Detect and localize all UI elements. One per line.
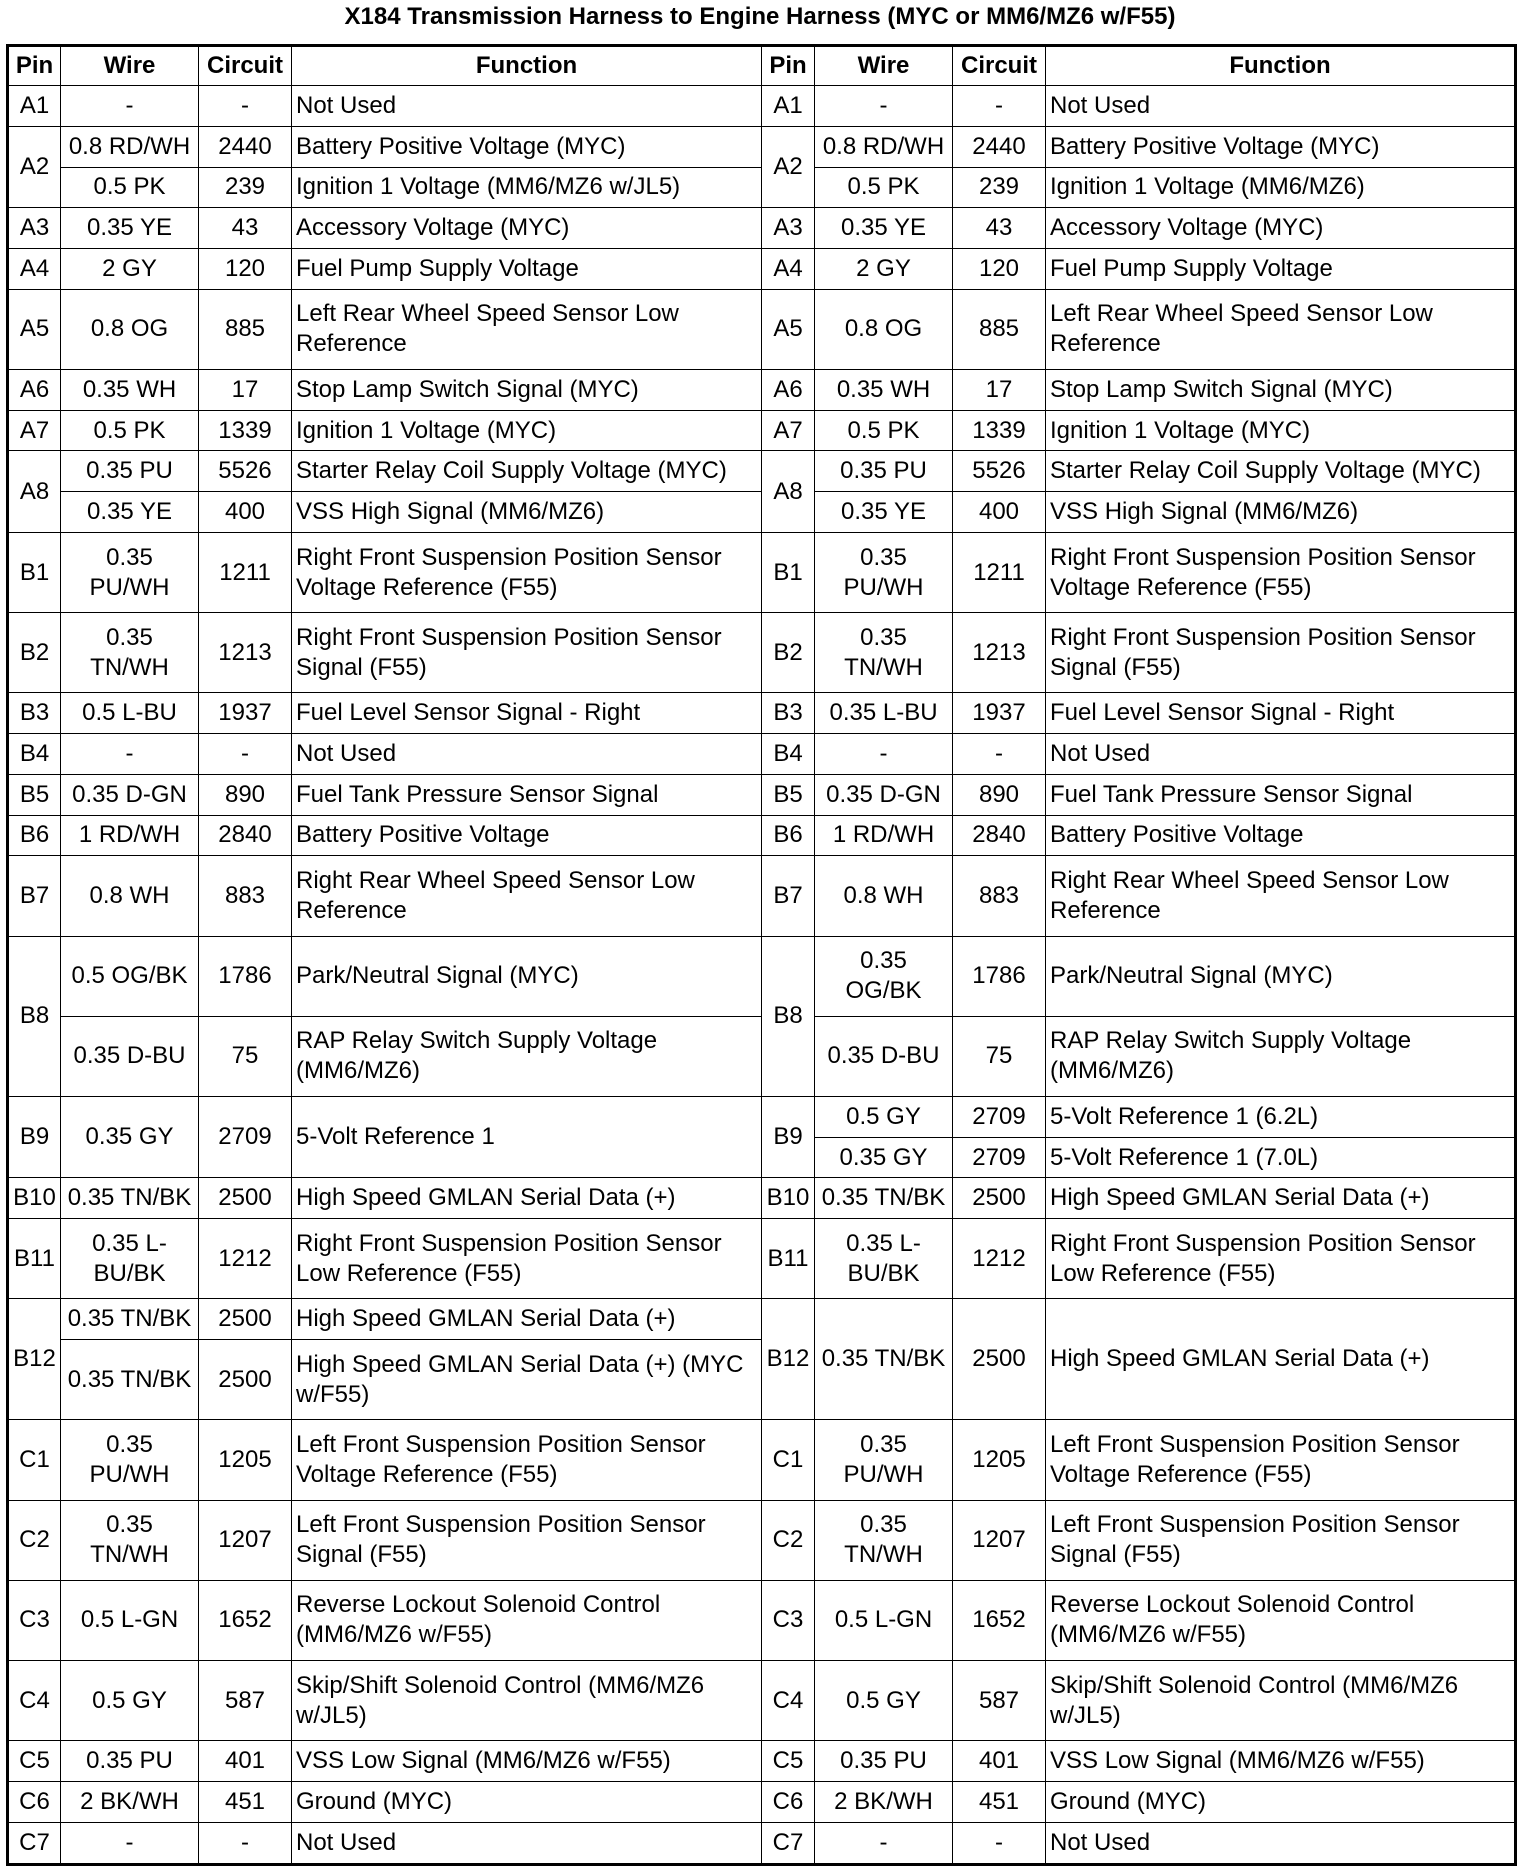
- circuit-cell: 451: [953, 1781, 1046, 1822]
- table-row: [8, 1822, 1516, 1864]
- pin-cell: C6: [762, 1781, 815, 1822]
- wire-cell: 0.35 TN/WH: [61, 613, 199, 693]
- circuit-cell: 17: [953, 369, 1046, 410]
- circuit-cell: 587: [953, 1660, 1046, 1740]
- pin-cell: C7: [8, 1822, 61, 1864]
- function-cell: Ignition 1 Voltage (MM6/MZ6): [1046, 167, 1516, 208]
- function-cell: Park/Neutral Signal (MYC): [292, 936, 762, 1016]
- pin-cell: B2: [8, 613, 61, 693]
- function-cell: Reverse Lockout Solenoid Control (MM6/MZ6 w/F55): [1046, 1580, 1516, 1660]
- circuit-cell: 1213: [953, 613, 1046, 693]
- circuit-cell: 587: [199, 1660, 292, 1740]
- function-cell: Reverse Lockout Solenoid Control (MM6/MZ6 w/F55): [292, 1580, 762, 1660]
- circuit-cell: -: [199, 734, 292, 775]
- pin-cell: B5: [762, 774, 815, 815]
- table-row: [8, 613, 1516, 693]
- wire-cell: 0.8 OG: [815, 289, 953, 369]
- circuit-cell: -: [953, 1822, 1046, 1864]
- page-title: X184 Transmission Harness to Engine Harness (MYC or MM6/MZ6 w/F55): [344, 3, 1176, 30]
- pin-cell: A2: [8, 126, 61, 208]
- wire-cell: 0.35 D-BU: [61, 1016, 199, 1096]
- pin-cell: C3: [8, 1580, 61, 1660]
- circuit-cell: 401: [199, 1741, 292, 1782]
- circuit-cell: 1652: [953, 1580, 1046, 1660]
- circuit-cell: 2709: [953, 1096, 1046, 1137]
- table-row: [8, 1660, 1516, 1740]
- function-cell: Not Used: [292, 1822, 762, 1864]
- wire-cell: 0.35 WH: [815, 369, 953, 410]
- function-cell: Fuel Level Sensor Signal - Right: [292, 693, 762, 734]
- wire-cell: -: [815, 734, 953, 775]
- circuit-cell: 75: [953, 1016, 1046, 1096]
- pin-cell: C5: [8, 1741, 61, 1782]
- wire-cell: 0.35 TN/WH: [815, 1500, 953, 1580]
- circuit-cell: 2709: [199, 1096, 292, 1178]
- pin-cell: B11: [8, 1219, 61, 1299]
- wire-cell: 0.35 TN/BK: [61, 1299, 199, 1340]
- circuit-cell: 890: [953, 774, 1046, 815]
- table-row: [8, 249, 1516, 290]
- header-function-left: Function: [292, 46, 762, 86]
- function-cell: Skip/Shift Solenoid Control (MM6/MZ6 w/JL5): [1046, 1660, 1516, 1740]
- wire-cell: 0.35 YE: [815, 208, 953, 249]
- function-cell: Left Front Suspension Position Sensor Voltage Reference (F55): [1046, 1420, 1516, 1500]
- function-cell: Stop Lamp Switch Signal (MYC): [292, 369, 762, 410]
- wire-cell: 0.8 RD/WH: [815, 126, 953, 167]
- circuit-cell: 120: [199, 249, 292, 290]
- circuit-cell: 1211: [199, 532, 292, 612]
- pin-cell: B1: [762, 532, 815, 612]
- wire-cell: 1 RD/WH: [61, 815, 199, 856]
- table-body: [8, 86, 1516, 1865]
- pin-cell: B4: [762, 734, 815, 775]
- wire-cell: 0.35 WH: [61, 369, 199, 410]
- wire-cell: 0.5 PK: [815, 410, 953, 451]
- pin-cell: B7: [762, 856, 815, 936]
- pin-cell: B8: [762, 936, 815, 1096]
- wire-cell: 0.35 PU: [815, 451, 953, 492]
- pin-cell: B12: [762, 1299, 815, 1420]
- function-cell: Fuel Pump Supply Voltage: [292, 249, 762, 290]
- header-pin-right: Pin: [762, 46, 815, 86]
- function-cell: Starter Relay Coil Supply Voltage (MYC): [1046, 451, 1516, 492]
- circuit-cell: 2840: [953, 815, 1046, 856]
- circuit-cell: 2500: [199, 1299, 292, 1340]
- table-row: [8, 410, 1516, 451]
- pin-cell: B9: [762, 1096, 815, 1178]
- function-cell: Starter Relay Coil Supply Voltage (MYC): [292, 451, 762, 492]
- pin-cell: A8: [762, 451, 815, 533]
- function-cell: Right Rear Wheel Speed Sensor Low Reference: [1046, 856, 1516, 936]
- table-row: [8, 208, 1516, 249]
- circuit-cell: 1937: [953, 693, 1046, 734]
- wire-cell: 0.35 PU/WH: [815, 532, 953, 612]
- pin-cell: B1: [8, 532, 61, 612]
- circuit-cell: 5526: [199, 451, 292, 492]
- circuit-cell: 2440: [199, 126, 292, 167]
- circuit-cell: 401: [953, 1741, 1046, 1782]
- function-cell: High Speed GMLAN Serial Data (+): [292, 1178, 762, 1219]
- table-row: [8, 1420, 1516, 1500]
- pin-cell: A7: [762, 410, 815, 451]
- circuit-cell: 239: [199, 167, 292, 208]
- pin-cell: A5: [762, 289, 815, 369]
- function-cell: 5-Volt Reference 1: [292, 1096, 762, 1178]
- function-cell: Battery Positive Voltage: [292, 815, 762, 856]
- table-row: [8, 1096, 1516, 1137]
- wire-cell: 0.5 L-GN: [815, 1580, 953, 1660]
- wire-cell: 0.35 YE: [61, 492, 199, 533]
- circuit-cell: 1205: [953, 1420, 1046, 1500]
- function-cell: Ignition 1 Voltage (MYC): [1046, 410, 1516, 451]
- table-row: [8, 1219, 1516, 1299]
- function-cell: Right Front Suspension Position Sensor Signal (F55): [292, 613, 762, 693]
- function-cell: VSS High Signal (MM6/MZ6): [292, 492, 762, 533]
- function-cell: High Speed GMLAN Serial Data (+): [1046, 1299, 1516, 1420]
- pin-cell: B12: [8, 1299, 61, 1420]
- pin-cell: A4: [8, 249, 61, 290]
- function-cell: Ground (MYC): [292, 1781, 762, 1822]
- table-row: [8, 289, 1516, 369]
- function-cell: Battery Positive Voltage: [1046, 815, 1516, 856]
- table-row: [8, 369, 1516, 410]
- wire-cell: 0.35 TN/BK: [61, 1340, 199, 1420]
- circuit-cell: 43: [199, 208, 292, 249]
- wire-cell: -: [61, 86, 199, 127]
- table-row: [8, 734, 1516, 775]
- circuit-cell: 451: [199, 1781, 292, 1822]
- function-cell: Right Front Suspension Position Sensor Voltage Reference (F55): [292, 532, 762, 612]
- table-row: [8, 693, 1516, 734]
- pin-cell: A8: [8, 451, 61, 533]
- function-cell: Ignition 1 Voltage (MM6/MZ6 w/JL5): [292, 167, 762, 208]
- table-row: [8, 532, 1516, 612]
- header-pin-left: Pin: [8, 46, 61, 86]
- circuit-cell: 883: [199, 856, 292, 936]
- wire-cell: 0.5 PK: [61, 167, 199, 208]
- circuit-cell: 1213: [199, 613, 292, 693]
- function-cell: Not Used: [1046, 1822, 1516, 1864]
- wire-cell: 0.35 TN/BK: [815, 1299, 953, 1420]
- function-cell: Left Front Suspension Position Sensor Signal (F55): [292, 1500, 762, 1580]
- wire-cell: 0.35 GY: [61, 1096, 199, 1178]
- wire-cell: 0.35 YE: [61, 208, 199, 249]
- function-cell: High Speed GMLAN Serial Data (+): [292, 1299, 762, 1340]
- circuit-cell: -: [953, 86, 1046, 127]
- circuit-cell: 1339: [199, 410, 292, 451]
- function-cell: Not Used: [1046, 734, 1516, 775]
- function-cell: Stop Lamp Switch Signal (MYC): [1046, 369, 1516, 410]
- header-function-right: Function: [1046, 46, 1516, 86]
- wire-cell: -: [815, 86, 953, 127]
- function-cell: 5-Volt Reference 1 (7.0L): [1046, 1137, 1516, 1178]
- wire-cell: 0.8 WH: [61, 856, 199, 936]
- circuit-cell: 2440: [953, 126, 1046, 167]
- pinout-table: [6, 44, 1517, 1866]
- wire-cell: 0.5 OG/BK: [61, 936, 199, 1016]
- function-cell: VSS Low Signal (MM6/MZ6 w/F55): [292, 1741, 762, 1782]
- function-cell: Right Front Suspension Position Sensor Low Reference (F55): [1046, 1219, 1516, 1299]
- circuit-cell: 1786: [953, 936, 1046, 1016]
- pin-cell: B3: [8, 693, 61, 734]
- pin-cell: C7: [762, 1822, 815, 1864]
- circuit-cell: 885: [953, 289, 1046, 369]
- wire-cell: 0.8 WH: [815, 856, 953, 936]
- header-wire-right: Wire: [815, 46, 953, 86]
- function-cell: Not Used: [292, 86, 762, 127]
- circuit-cell: 2840: [199, 815, 292, 856]
- pin-cell: B8: [8, 936, 61, 1096]
- circuit-cell: 1212: [199, 1219, 292, 1299]
- table-header: [8, 46, 1516, 86]
- pin-cell: B2: [762, 613, 815, 693]
- circuit-cell: 2709: [953, 1137, 1046, 1178]
- function-cell: Fuel Level Sensor Signal - Right: [1046, 693, 1516, 734]
- function-cell: Left Rear Wheel Speed Sensor Low Reference: [1046, 289, 1516, 369]
- pin-cell: A1: [8, 86, 61, 127]
- function-cell: Right Rear Wheel Speed Sensor Low Reference: [292, 856, 762, 936]
- wire-cell: 0.35 L-BU/BK: [61, 1219, 199, 1299]
- function-cell: Fuel Pump Supply Voltage: [1046, 249, 1516, 290]
- function-cell: Left Front Suspension Position Sensor Voltage Reference (F55): [292, 1420, 762, 1500]
- function-cell: Not Used: [292, 734, 762, 775]
- pin-cell: B3: [762, 693, 815, 734]
- wire-cell: 0.35 PU/WH: [61, 1420, 199, 1500]
- function-cell: Right Front Suspension Position Sensor Low Reference (F55): [292, 1219, 762, 1299]
- function-cell: Right Front Suspension Position Sensor Voltage Reference (F55): [1046, 532, 1516, 612]
- function-cell: VSS High Signal (MM6/MZ6): [1046, 492, 1516, 533]
- wire-cell: 0.35 TN/BK: [815, 1178, 953, 1219]
- circuit-cell: 400: [953, 492, 1046, 533]
- wire-cell: 0.5 PK: [815, 167, 953, 208]
- wire-cell: -: [61, 1822, 199, 1864]
- table-row: [8, 774, 1516, 815]
- wire-cell: 0.5 GY: [815, 1096, 953, 1137]
- wire-cell: -: [61, 734, 199, 775]
- pin-cell: A3: [8, 208, 61, 249]
- pin-cell: B5: [8, 774, 61, 815]
- function-cell: Not Used: [1046, 86, 1516, 127]
- pin-cell: A6: [762, 369, 815, 410]
- pin-cell: C4: [762, 1660, 815, 1740]
- header-circuit-left: Circuit: [199, 46, 292, 86]
- circuit-cell: 1212: [953, 1219, 1046, 1299]
- function-cell: VSS Low Signal (MM6/MZ6 w/F55): [1046, 1741, 1516, 1782]
- circuit-cell: -: [199, 86, 292, 127]
- circuit-cell: 239: [953, 167, 1046, 208]
- function-cell: Left Rear Wheel Speed Sensor Low Reference: [292, 289, 762, 369]
- circuit-cell: 2500: [953, 1178, 1046, 1219]
- function-cell: RAP Relay Switch Supply Voltage (MM6/MZ6): [292, 1016, 762, 1096]
- circuit-cell: 120: [953, 249, 1046, 290]
- wire-cell: 2 GY: [61, 249, 199, 290]
- pin-cell: C4: [8, 1660, 61, 1740]
- wire-cell: 0.5 L-BU: [61, 693, 199, 734]
- circuit-cell: 2500: [953, 1299, 1046, 1420]
- wire-cell: -: [815, 1822, 953, 1864]
- table-row: [8, 856, 1516, 936]
- circuit-cell: -: [953, 734, 1046, 775]
- table-row: [8, 815, 1516, 856]
- circuit-cell: 43: [953, 208, 1046, 249]
- function-cell: 5-Volt Reference 1 (6.2L): [1046, 1096, 1516, 1137]
- pin-cell: C1: [762, 1420, 815, 1500]
- circuit-cell: 1205: [199, 1420, 292, 1500]
- wire-cell: 0.5 GY: [815, 1660, 953, 1740]
- pin-cell: C3: [762, 1580, 815, 1660]
- table-row: [8, 1299, 1516, 1340]
- function-cell: Accessory Voltage (MYC): [292, 208, 762, 249]
- function-cell: Accessory Voltage (MYC): [1046, 208, 1516, 249]
- wire-cell: 0.35 L-BU: [815, 693, 953, 734]
- wire-cell: 0.35 D-GN: [815, 774, 953, 815]
- wire-cell: 0.35 PU: [815, 1741, 953, 1782]
- function-cell: Park/Neutral Signal (MYC): [1046, 936, 1516, 1016]
- function-cell: High Speed GMLAN Serial Data (+) (MYC w/F55): [292, 1340, 762, 1420]
- wire-cell: 0.35 OG/BK: [815, 936, 953, 1016]
- table-row: [8, 451, 1516, 492]
- wire-cell: 0.35 L-BU/BK: [815, 1219, 953, 1299]
- wire-cell: 0.35 PU/WH: [61, 532, 199, 612]
- circuit-cell: 1207: [953, 1500, 1046, 1580]
- circuit-cell: 1786: [199, 936, 292, 1016]
- circuit-cell: 2500: [199, 1178, 292, 1219]
- wire-cell: 0.35 D-GN: [61, 774, 199, 815]
- pin-cell: C2: [762, 1500, 815, 1580]
- function-cell: Left Front Suspension Position Sensor Signal (F55): [1046, 1500, 1516, 1580]
- pin-cell: B7: [8, 856, 61, 936]
- circuit-cell: 1211: [953, 532, 1046, 612]
- circuit-cell: 890: [199, 774, 292, 815]
- pin-cell: B6: [762, 815, 815, 856]
- pin-cell: A1: [762, 86, 815, 127]
- wire-cell: 0.5 L-GN: [61, 1580, 199, 1660]
- circuit-cell: 1207: [199, 1500, 292, 1580]
- wire-cell: 0.35 TN/WH: [815, 613, 953, 693]
- wire-cell: 0.35 YE: [815, 492, 953, 533]
- circuit-cell: 400: [199, 492, 292, 533]
- pin-cell: A7: [8, 410, 61, 451]
- wire-cell: 0.35 TN/BK: [61, 1178, 199, 1219]
- wire-cell: 0.35 PU: [61, 451, 199, 492]
- circuit-cell: 1339: [953, 410, 1046, 451]
- circuit-cell: 1652: [199, 1580, 292, 1660]
- function-cell: Right Front Suspension Position Sensor Signal (F55): [1046, 613, 1516, 693]
- function-cell: Battery Positive Voltage (MYC): [292, 126, 762, 167]
- pin-cell: B6: [8, 815, 61, 856]
- circuit-cell: 885: [199, 289, 292, 369]
- wire-cell: 2 BK/WH: [815, 1781, 953, 1822]
- pin-cell: A2: [762, 126, 815, 208]
- pin-cell: C2: [8, 1500, 61, 1580]
- header-circuit-right: Circuit: [953, 46, 1046, 86]
- function-cell: Ground (MYC): [1046, 1781, 1516, 1822]
- table-row: [8, 1781, 1516, 1822]
- pin-cell: A5: [8, 289, 61, 369]
- wire-cell: 0.35 D-BU: [815, 1016, 953, 1096]
- wire-cell: 0.5 GY: [61, 1660, 199, 1740]
- pin-cell: C5: [762, 1741, 815, 1782]
- circuit-cell: -: [199, 1822, 292, 1864]
- pin-cell: B10: [762, 1178, 815, 1219]
- circuit-cell: 2500: [199, 1340, 292, 1420]
- pin-cell: B4: [8, 734, 61, 775]
- table-row: [8, 126, 1516, 167]
- table-row: [8, 1178, 1516, 1219]
- pin-cell: B9: [8, 1096, 61, 1178]
- wire-cell: 0.8 RD/WH: [61, 126, 199, 167]
- function-cell: Fuel Tank Pressure Sensor Signal: [1046, 774, 1516, 815]
- pin-cell: A3: [762, 208, 815, 249]
- header-row: [8, 46, 1516, 86]
- circuit-cell: 75: [199, 1016, 292, 1096]
- pin-cell: A4: [762, 249, 815, 290]
- table-row: [8, 936, 1516, 1016]
- function-cell: RAP Relay Switch Supply Voltage (MM6/MZ6): [1046, 1016, 1516, 1096]
- function-cell: High Speed GMLAN Serial Data (+): [1046, 1178, 1516, 1219]
- table-row: [8, 1580, 1516, 1660]
- wire-cell: 0.35 PU: [61, 1741, 199, 1782]
- table-row: [8, 1741, 1516, 1782]
- circuit-cell: 17: [199, 369, 292, 410]
- pin-cell: B11: [762, 1219, 815, 1299]
- wire-cell: 0.35 PU/WH: [815, 1420, 953, 1500]
- wire-cell: 1 RD/WH: [815, 815, 953, 856]
- wire-cell: 0.35 TN/WH: [61, 1500, 199, 1580]
- table-row: [8, 1500, 1516, 1580]
- wire-cell: 2 BK/WH: [61, 1781, 199, 1822]
- pin-cell: C6: [8, 1781, 61, 1822]
- circuit-cell: 5526: [953, 451, 1046, 492]
- pin-cell: C1: [8, 1420, 61, 1500]
- function-cell: Fuel Tank Pressure Sensor Signal: [292, 774, 762, 815]
- wire-cell: 2 GY: [815, 249, 953, 290]
- function-cell: Skip/Shift Solenoid Control (MM6/MZ6 w/JL5): [292, 1660, 762, 1740]
- function-cell: Ignition 1 Voltage (MYC): [292, 410, 762, 451]
- header-wire-left: Wire: [61, 46, 199, 86]
- wire-cell: 0.8 OG: [61, 289, 199, 369]
- pin-cell: A6: [8, 369, 61, 410]
- table-row: [8, 86, 1516, 127]
- circuit-cell: 883: [953, 856, 1046, 936]
- circuit-cell: 1937: [199, 693, 292, 734]
- wire-cell: 0.35 GY: [815, 1137, 953, 1178]
- wire-cell: 0.5 PK: [61, 410, 199, 451]
- pin-cell: B10: [8, 1178, 61, 1219]
- function-cell: Battery Positive Voltage (MYC): [1046, 126, 1516, 167]
